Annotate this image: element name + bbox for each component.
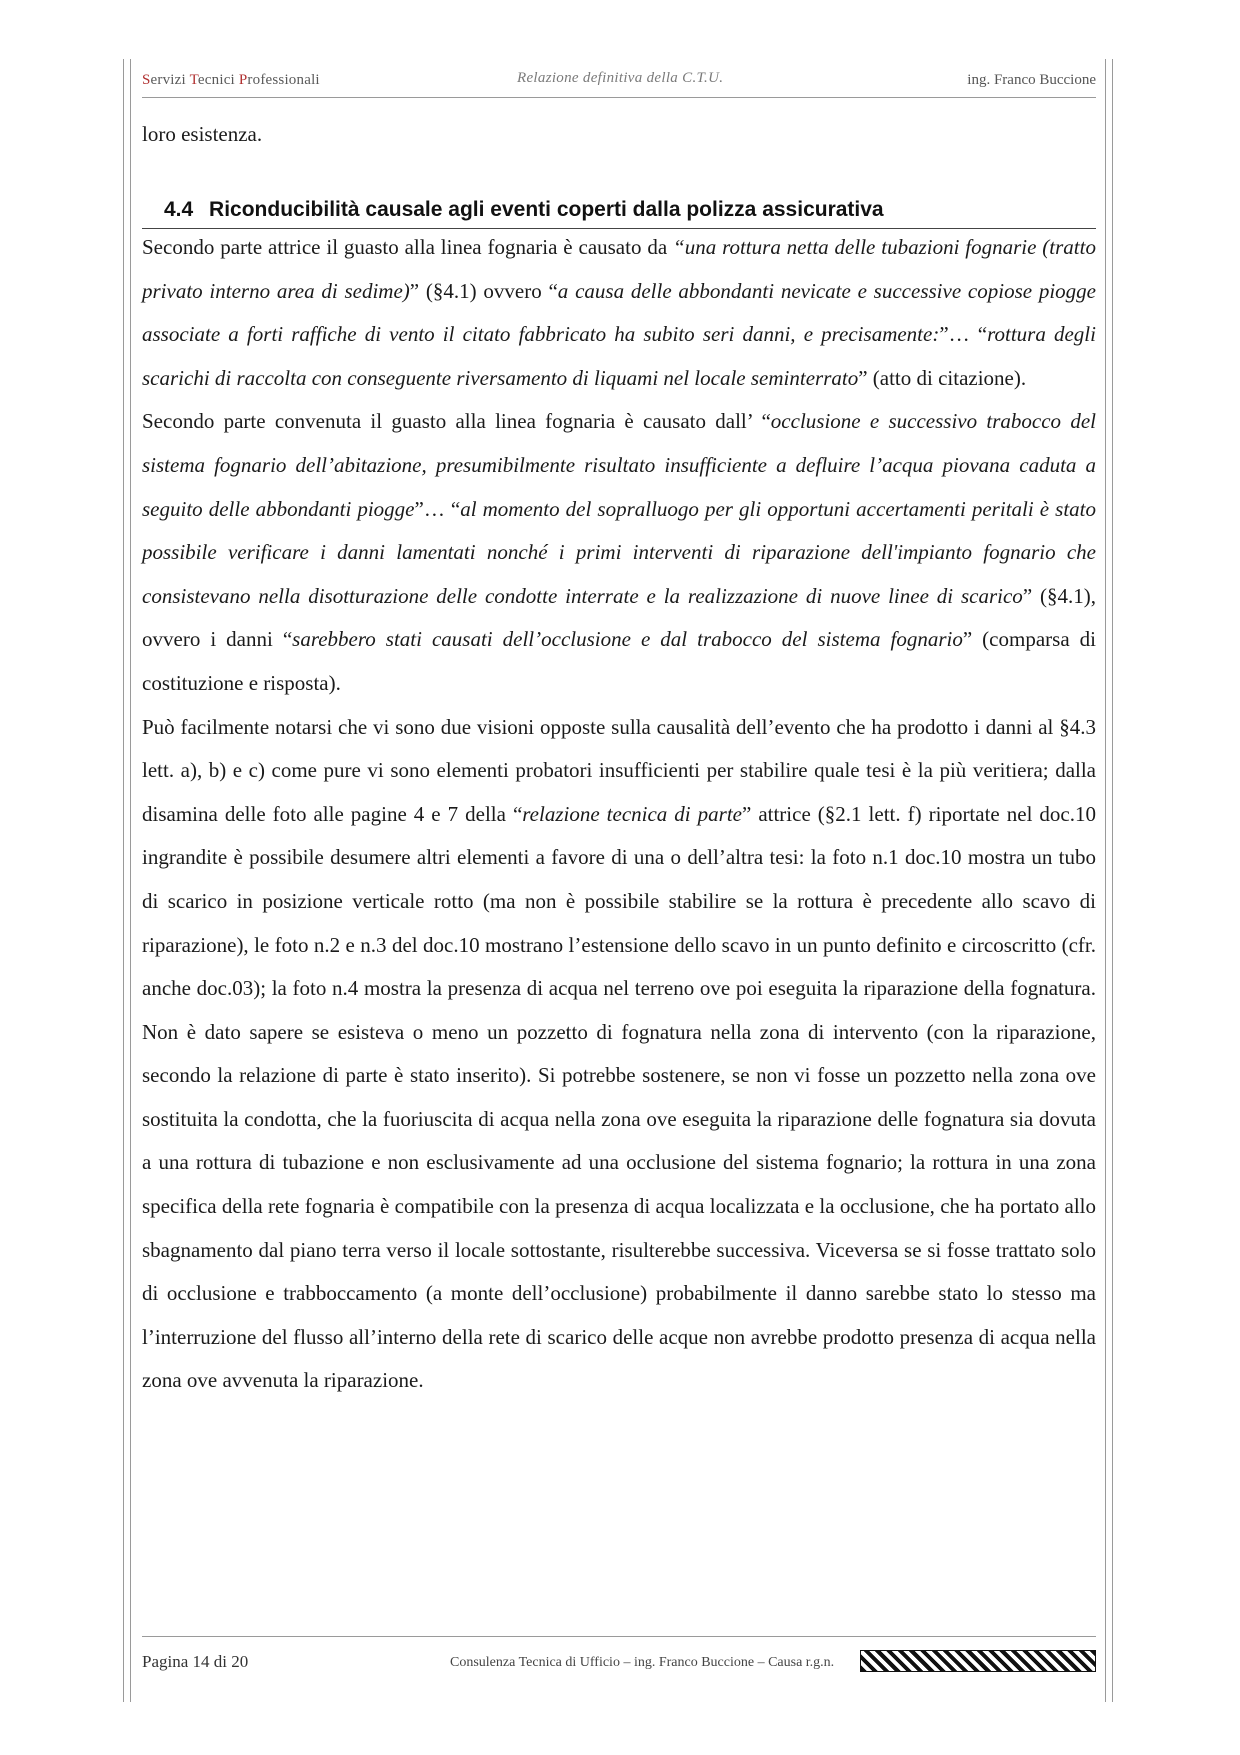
section-heading [164, 198, 884, 222]
header-document-title: Relazione definitiva della C.T.U. [517, 70, 724, 86]
text-run: ” (§4.1) ovvero “ [409, 278, 558, 303]
quote-run: a causa delle abbondanti nevicate e successive copiose piogge associate a forti raffiche di vento il citato fabbricato ha subito seri danni, e precisamente: [142, 278, 1096, 347]
page-frame-right-outer [1112, 59, 1113, 1702]
quote-run: “una rottura netta delle tubazioni fognarie (tratto privato interno area di sedime) [142, 235, 1096, 303]
text-run: Può facilmente notarsi che vi sono due visioni opposte sulla causalità dell’evento che ha prodotto i danni al §4.3 lett. a), b) e c) come pure vi sono elementi probatori insufficienti per stabilire quale tesi è la più veritiera; dalla disamina delle foto alle pagine 4 e 7 della “ [142, 714, 1096, 826]
header-word: rofessionali [247, 72, 320, 88]
body-text [142, 226, 1096, 1403]
quote-run: al momento del sopralluogo per gli opportuni accertamenti peritali è stato possibile verificare i danni lamentati nonché i primi interventi di riparazione dell'impianto fognario che consistevano nella disotturazione delle condotte interrate e la realizzazione di nuove linee di scarico [142, 496, 1096, 608]
page-number: Pagina 14 di 20 [142, 1652, 249, 1671]
text-run: ”… “ [939, 322, 988, 347]
text-run: ” attrice (§2.1 lett. f) riportate nel doc.10 ingrandite è possibile desumere altri elementi a favore di una o dell’altra tesi: la foto n.1 doc.10 mostra un tubo di scarico in posizione verticale rotto (ma non è possibile stabilire se la rottura è precedente allo scavo di riparazione), le foto n.2 e n.3 del doc.10 mostrano l’estensione dello scavo in un punto definito e circoscritto (cfr. anche doc.03); la foto n.4 mostra la presenza di acqua nel terreno ove poi eseguita la riparazione della fognatura. Non è dato sapere se esisteva o meno un pozzetto di fognatura nella zona di intervento (con la riparazione, secondo la relazione di parte è stato inserito). Si potrebbe sostenere, se non vi fosse un pozzetto nella zona ove sostituita la condotta, che la fuoriuscita di acqua nella zona ove eseguita la riparazione delle fognatura sia dovuta a una rottura di tubazione e non esclusivamente ad una occlusione del sistema fognario; la rottura in una zona specifica della rete fognaria è compatibile con la presenza di acqua localizzata e la occlusione, che ha portato allo sbagnamento dal piano terra verso il locale sottostante, risulterebbe successiva. Viceversa se si fosse trattato solo di occlusione e trabboccamento (a monte dell’occlusione) probabilmente il danno sarebbe stato lo stesso ma l’interruzione del flusso all’interno della rete di scarico delle acque non avrebbe prodotto presenza di acqua nella zona ove avvenuta la riparazione. [142, 801, 1096, 1393]
text-run: ” (§4.1), ovvero i danni “ [142, 583, 1096, 652]
page-frame-right-inner [1105, 59, 1106, 1702]
text-run: Secondo parte attrice il guasto alla linea fognaria è causato da [142, 235, 674, 259]
page-header [142, 68, 1096, 94]
continuation-line: loro esistenza. [142, 122, 263, 146]
paragraph-defendant [142, 400, 1096, 705]
text-run: ”… “ [414, 496, 461, 521]
header-word: ervizi [150, 72, 190, 88]
text-run: ” (comparsa di costituzione e risposta). [142, 627, 1096, 695]
quote-run: sarebbero stati causati dell’occlusione e dal trabocco del sistema fognario [292, 627, 963, 652]
text-run: ” (atto di citazione). [858, 365, 1027, 390]
header-word: ecnici [197, 72, 239, 88]
section-number: 4.4 [164, 198, 194, 221]
text-run: Secondo parte convenuta il guasto alla linea fognaria è causato dall’ “ [142, 409, 771, 434]
redaction-block [860, 1650, 1096, 1672]
quote-run: rottura degli scarichi di raccolta con conseguente riversamento di liquami nel locale seminterrato [142, 322, 1096, 390]
header-divider [142, 97, 1096, 98]
footer-case-reference: Consulenza Tecnica di Ufficio – ing. Franco Buccione – Causa r.g.n. [450, 1655, 835, 1670]
section-title: Riconducibilità causale agli eventi coperti dalla polizza assicurativa [209, 198, 884, 221]
header-initial: P [238, 72, 248, 88]
paragraph-plaintiff [142, 226, 1096, 400]
paragraph-analysis [142, 706, 1096, 1404]
page-frame-left-inner [130, 59, 131, 1702]
header-initial: T [189, 72, 198, 88]
header-initial: S [142, 72, 151, 88]
page-frame-left-outer [123, 59, 124, 1702]
header-company [142, 72, 320, 89]
quote-run: occlusione e successivo trabocco del sistema fognario dell’abitazione, presumibilmente risultato insufficiente a defluire l’acqua piovana caduta a seguito delle abbondanti piogge [142, 409, 1096, 521]
footer-divider [142, 1636, 1096, 1637]
header-author: ing. Franco Buccione [967, 72, 1096, 88]
quote-run: relazione tecnica di parte [522, 801, 742, 826]
